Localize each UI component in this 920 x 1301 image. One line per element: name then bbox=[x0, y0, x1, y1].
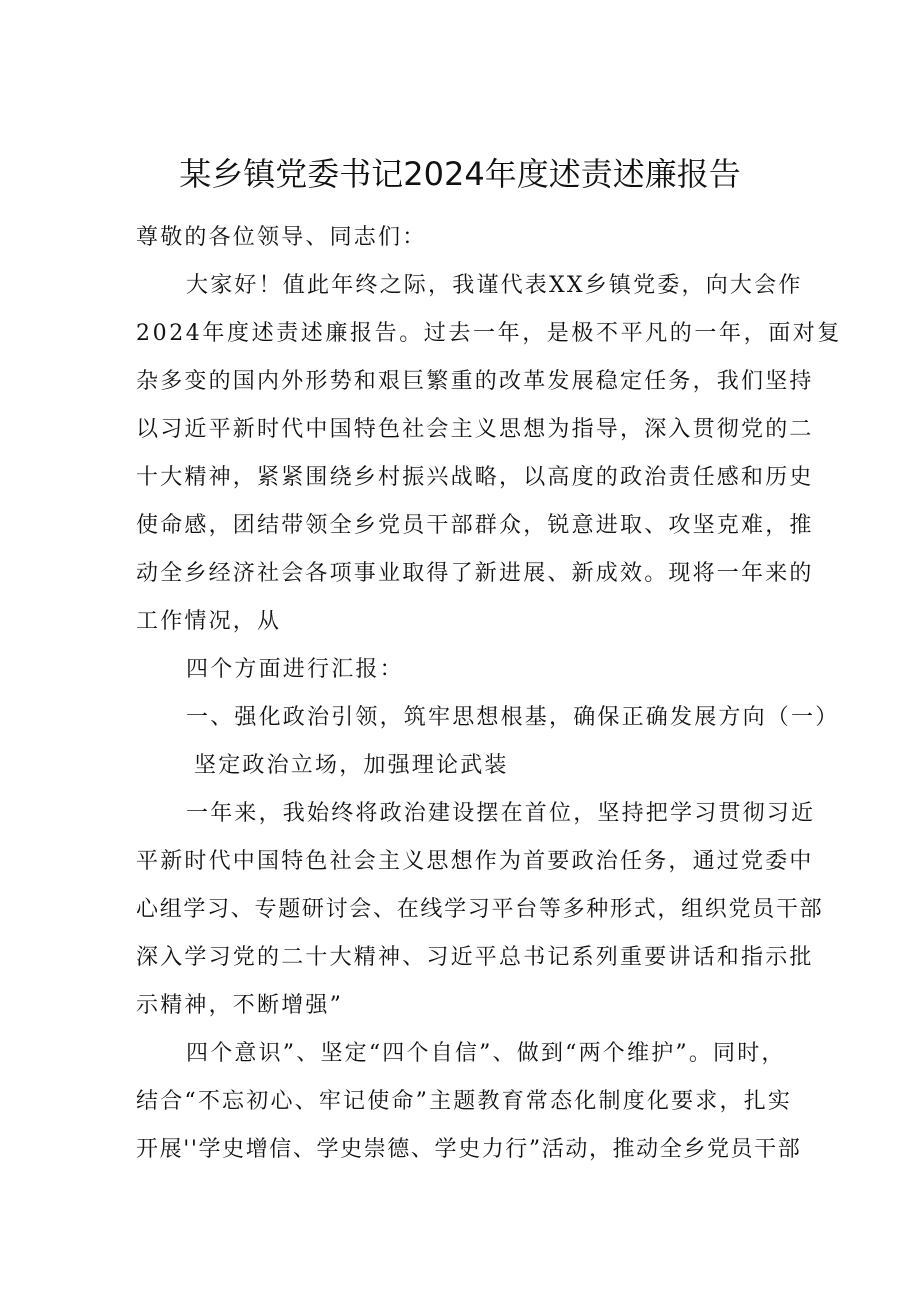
body-line: 大家好！值此年终之际，我谨代表XX乡镇党委，向大会作 bbox=[186, 273, 803, 298]
body-line: 平新时代中国特色社会主义思想作为首要政治任务，通过党委中 bbox=[136, 849, 814, 874]
body-line: 深入学习党的二十大精神、习近平总书记系列重要讲话和指示批 bbox=[136, 945, 814, 970]
body-line: 以习近平新时代中国特色社会主义思想为指导，深入贯彻党的二 bbox=[136, 417, 814, 442]
body-line: 四个意识”、坚定“四个自信”、做到“两个维护”。同时， bbox=[186, 1041, 786, 1066]
body-line: 使命感，团结带领全乡党员干部群众，锐意进取、攻坚克难，推 bbox=[136, 513, 814, 538]
body-line: 一年来，我始终将政治建设摆在首位，坚持把学习贯彻习近 bbox=[186, 801, 816, 826]
body-line: 十大精神，紧紧围绕乡村振兴战略，以高度的政治责任感和历史 bbox=[136, 465, 814, 490]
body-line: 示精神，不断增强” bbox=[136, 993, 344, 1018]
document-title: 某乡镇党委书记2024年度述责述廉报告 bbox=[179, 155, 741, 193]
body-line: 心组学习、专题研讨会、在线学习平台等多种形式，组织党员干部 bbox=[136, 897, 824, 922]
subsection-heading: 坚定政治立场，加强理论武装 bbox=[194, 753, 509, 778]
body-line: 开展''学史增信、学史崇德、学史力行”活动，推动全乡党员干部 bbox=[136, 1137, 802, 1162]
body-line: 杂多变的国内外形势和艰巨繁重的改革发展稳定任务，我们坚持 bbox=[136, 369, 814, 394]
body-line: 结合“不忘初心、牢记使命”主题教育常态化制度化要求，扎实 bbox=[136, 1089, 793, 1114]
section-heading: 一、强化政治引领，筑牢思想根基，确保正确发展方向（一） bbox=[186, 705, 840, 730]
body-line: 2024年度述责述廉报告。过去一年，是极不平凡的一年，面对复 bbox=[136, 321, 842, 346]
salutation-line: 尊敬的各位领导、同志们： bbox=[136, 225, 427, 250]
body-line: 工作情况，从 bbox=[136, 609, 282, 634]
body-line: 动全乡经济社会各项事业取得了新进展、新成效。现将一年来的 bbox=[136, 561, 814, 586]
body-line: 四个方面进行汇报： bbox=[186, 657, 404, 682]
